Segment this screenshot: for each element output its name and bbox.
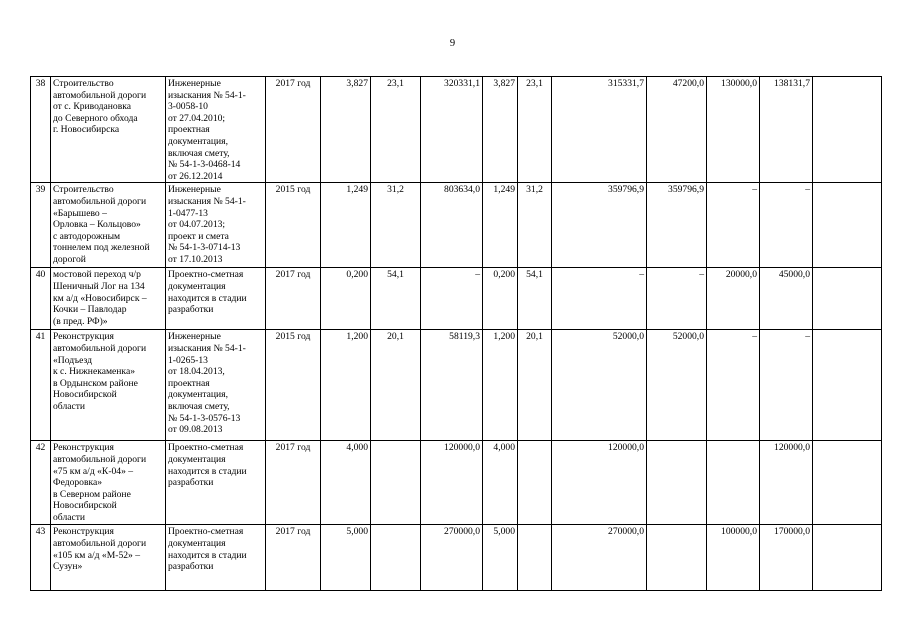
- row-number: 39: [31, 183, 51, 268]
- capacity: [371, 525, 421, 591]
- total-cost: 803634,0: [421, 183, 483, 268]
- data-table: [30, 76, 882, 591]
- total-cost: 270000,0: [421, 525, 483, 591]
- capacity-2: [518, 525, 552, 591]
- cost-year-2: [707, 441, 760, 525]
- capacity-2: [518, 441, 552, 525]
- year: 2017 год: [266, 525, 321, 591]
- length-km: 3,827: [321, 77, 371, 183]
- object-name: Строительство автомобильной дороги «Барышево – Орловка – Кольцово» с автодорожным тоннелем под железной дорогой: [51, 183, 166, 268]
- table-row: [31, 77, 882, 183]
- length-km: 1,200: [321, 330, 371, 441]
- capacity: 20,1: [371, 330, 421, 441]
- length-km: 1,249: [321, 183, 371, 268]
- cost-year-1: [647, 525, 707, 591]
- documentation: Инженерные изыскания № 54-1- 1-0265-13 от 18.04.2013, проектная документация, включая смету, № 54-1-3-0576-13 от 09.08.2013: [166, 330, 266, 441]
- length-km: 0,200: [321, 268, 371, 330]
- documentation: Проектно-сметная документация находится в стадии разработки: [166, 441, 266, 525]
- total-cost: 320331,1: [421, 77, 483, 183]
- cost-year-3: –: [760, 183, 813, 268]
- total-cost: 58119,3: [421, 330, 483, 441]
- cost-total-2: –: [552, 268, 647, 330]
- cost-year-2: –: [707, 183, 760, 268]
- year: 2015 год: [266, 330, 321, 441]
- page-number: 9: [449, 38, 456, 49]
- cost-total-2: 120000,0: [552, 441, 647, 525]
- cost-year-2: 100000,0: [707, 525, 760, 591]
- cost-year-1: [647, 441, 707, 525]
- cost-year-2: –: [707, 330, 760, 441]
- cost-year-4: [813, 268, 882, 330]
- length-km-2: 4,000: [483, 441, 518, 525]
- cost-year-3: 45000,0: [760, 268, 813, 330]
- cost-year-4: [813, 77, 882, 183]
- documentation: Проектно-сметная документация находится в стадии разработки: [166, 268, 266, 330]
- year: 2017 год: [266, 268, 321, 330]
- object-name: мостовой переход ч/р Шеничный Лог на 134 км а/д «Новосибирск – Кочки – Павлодар (в пред. РФ)»: [51, 268, 166, 330]
- documentation: Проектно-сметная документация находится в стадии разработки: [166, 525, 266, 591]
- cost-year-3: 138131,7: [760, 77, 813, 183]
- cost-year-2: 20000,0: [707, 268, 760, 330]
- cost-year-3: 120000,0: [760, 441, 813, 525]
- row-number: 43: [31, 525, 51, 591]
- cost-year-2: 130000,0: [707, 77, 760, 183]
- year: 2015 год: [266, 183, 321, 268]
- length-km: 5,000: [321, 525, 371, 591]
- table-row: [31, 183, 882, 268]
- documentation: Инженерные изыскания № 54-1- 1-0477-13 от 04.07.2013; проект и смета № 54-1-3-0714-13 от 17.10.2013: [166, 183, 266, 268]
- object-name: Строительство автомобильной дороги от с. Криводановка до Северного обхода г. Новосибирска: [51, 77, 166, 183]
- capacity-2: 54,1: [518, 268, 552, 330]
- table-row: [31, 525, 882, 591]
- length-km: 4,000: [321, 441, 371, 525]
- capacity-2: 20,1: [518, 330, 552, 441]
- cost-year-4: [813, 183, 882, 268]
- cost-total-2: 52000,0: [552, 330, 647, 441]
- length-km-2: 3,827: [483, 77, 518, 183]
- capacity: 23,1: [371, 77, 421, 183]
- documentation: Инженерные изыскания № 54-1- 3-0058-10 от 27.04.2010; проектная документация, включая смету, № 54-1-3-0468-14 от 26.12.2014: [166, 77, 266, 183]
- cost-total-2: 270000,0: [552, 525, 647, 591]
- capacity-2: 23,1: [518, 77, 552, 183]
- table-row: [31, 330, 882, 441]
- row-number: 38: [31, 77, 51, 183]
- row-number: 41: [31, 330, 51, 441]
- capacity: 54,1: [371, 268, 421, 330]
- total-cost: 120000,0: [421, 441, 483, 525]
- cost-year-3: 170000,0: [760, 525, 813, 591]
- year: 2017 год: [266, 441, 321, 525]
- total-cost: –: [421, 268, 483, 330]
- year: 2017 год: [266, 77, 321, 183]
- cost-total-2: 359796,9: [552, 183, 647, 268]
- cost-year-1: 52000,0: [647, 330, 707, 441]
- length-km-2: 1,249: [483, 183, 518, 268]
- table-row: [31, 441, 882, 525]
- cost-total-2: 315331,7: [552, 77, 647, 183]
- cost-year-4: [813, 441, 882, 525]
- object-name: Реконструкция автомобильной дороги «75 км а/д «К-04» – Федоровка» в Северном районе Новосибирской области: [51, 441, 166, 525]
- cost-year-4: [813, 330, 882, 441]
- capacity-2: 31,2: [518, 183, 552, 268]
- table-row: [31, 268, 882, 330]
- cost-year-3: –: [760, 330, 813, 441]
- row-number: 40: [31, 268, 51, 330]
- capacity: 31,2: [371, 183, 421, 268]
- capacity: [371, 441, 421, 525]
- row-number: 42: [31, 441, 51, 525]
- object-name: Реконструкция автомобильной дороги «105 км а/д «М-52» – Сузун»: [51, 525, 166, 591]
- cost-year-1: 47200,0: [647, 77, 707, 183]
- cost-year-1: –: [647, 268, 707, 330]
- cost-year-4: [813, 525, 882, 591]
- length-km-2: 0,200: [483, 268, 518, 330]
- cost-year-1: 359796,9: [647, 183, 707, 268]
- length-km-2: 5,000: [483, 525, 518, 591]
- length-km-2: 1,200: [483, 330, 518, 441]
- object-name: Реконструкция автомобильной дороги «Подъезд к с. Нижнекаменка» в Ордынском районе Новосибирской области: [51, 330, 166, 441]
